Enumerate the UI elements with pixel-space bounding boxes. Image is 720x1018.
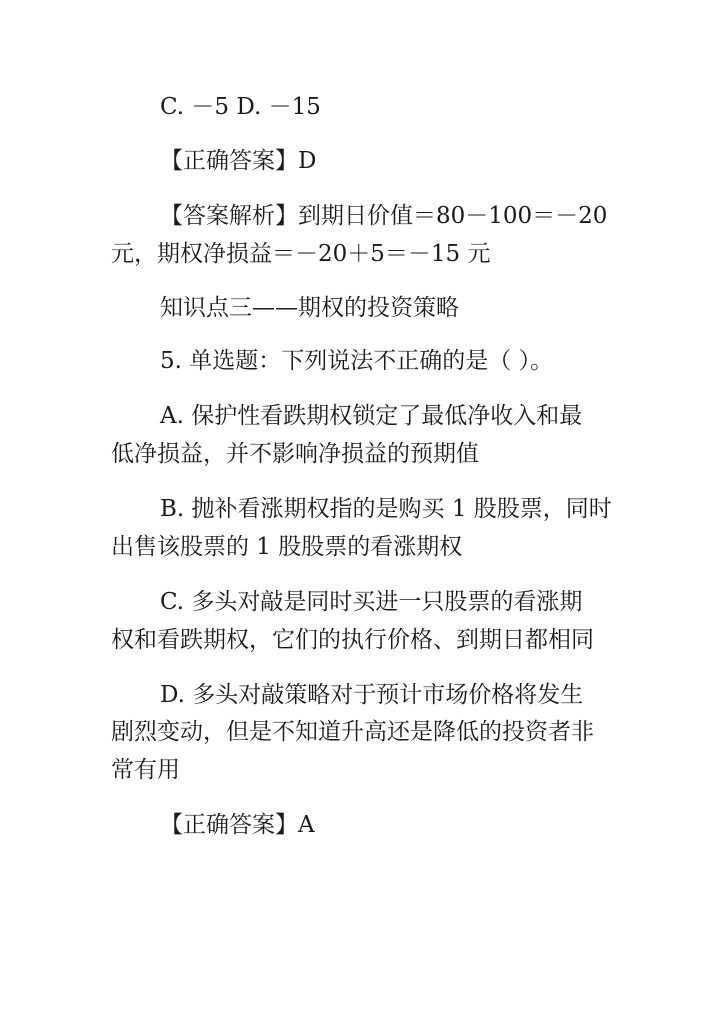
section-heading: 知识点三——期权的投资策略 <box>160 295 459 321</box>
q4-options: C. －5 D. －15 <box>160 94 321 120</box>
q4-answer: 【正确答案】D <box>160 148 317 174</box>
q5-option-b-line2: 出售该股票的 1 股股票的看涨期权 <box>111 534 463 560</box>
q5-option-d-line1: D. 多头对敲策略对于预计市场价格将发生 <box>160 682 584 708</box>
q5-answer: 【正确答案】A <box>160 812 315 838</box>
q5-option-d-line3: 常有用 <box>111 757 180 783</box>
q5-option-c-line1: C. 多头对敲是同时买进一只股票的看涨期 <box>160 589 583 615</box>
q5-option-b-line1: B. 抛补看涨期权指的是购买 1 股股票，同时 <box>160 496 612 522</box>
q5-option-a-line2: 低净损益，并不影响净损益的预期值 <box>111 441 479 467</box>
q4-explanation-line1: 【答案解析】到期日价值＝80－100＝－20 <box>160 203 608 229</box>
q5-option-d-line2: 剧烈变动，但是不知道升高还是降低的投资者非 <box>111 719 594 745</box>
q5-option-a-line1: A. 保护性看跌期权锁定了最低净收入和最 <box>160 403 583 429</box>
q5-question: 5. 单选题：下列说法不正确的是（ ）。 <box>160 348 554 374</box>
q5-option-c-line2: 权和看跌期权，它们的执行价格、到期日都相同 <box>111 627 594 653</box>
q4-explanation-line2: 元，期权净损益＝－20＋5＝－15 元 <box>111 241 491 267</box>
